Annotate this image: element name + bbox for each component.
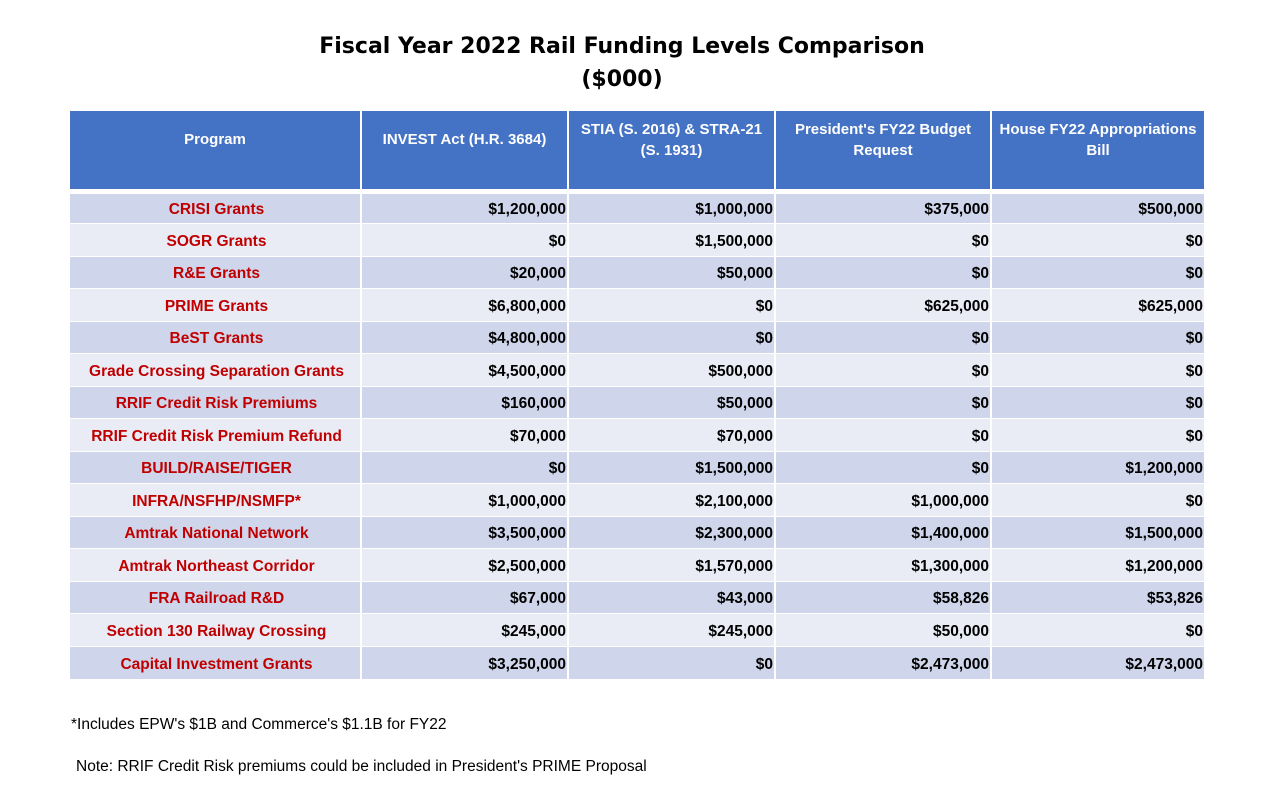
table-row — [70, 191, 1204, 224]
invest-act-value: $6,800,000 — [361, 289, 568, 322]
table-body — [70, 191, 1204, 679]
house-appropriations-value: $1,200,000 — [991, 451, 1204, 484]
table-row — [70, 386, 1204, 419]
table-header — [70, 111, 1204, 191]
presidents-budget-value: $0 — [775, 451, 991, 484]
table-row — [70, 224, 1204, 257]
invest-act-value: $20,000 — [361, 256, 568, 289]
stia-stra-value: $500,000 — [568, 354, 775, 387]
stia-stra-value: $43,000 — [568, 581, 775, 614]
program-name: CRISI Grants — [70, 191, 361, 224]
stia-stra-value: $0 — [568, 289, 775, 322]
title-line-1: Fiscal Year 2022 Rail Funding Levels Comparison — [319, 34, 925, 59]
table-row — [70, 581, 1204, 614]
stia-stra-value: $50,000 — [568, 386, 775, 419]
invest-act-value: $2,500,000 — [361, 549, 568, 582]
invest-act-value: $4,500,000 — [361, 354, 568, 387]
stia-stra-value: $2,100,000 — [568, 484, 775, 517]
presidents-budget-value: $0 — [775, 321, 991, 354]
table-row — [70, 484, 1204, 517]
note: Note: RRIF Credit Risk premiums could be included in President's PRIME Proposal — [76, 758, 647, 775]
invest-act-value: $1,000,000 — [361, 484, 568, 517]
program-name: Amtrak National Network — [70, 516, 361, 549]
house-appropriations-value: $0 — [991, 256, 1204, 289]
house-appropriations-value: $500,000 — [991, 191, 1204, 224]
presidents-budget-value: $50,000 — [775, 614, 991, 647]
invest-act-value: $3,500,000 — [361, 516, 568, 549]
invest-act-value: $0 — [361, 451, 568, 484]
invest-act-value: $70,000 — [361, 419, 568, 452]
column-header-presidents-budget: President's FY22 Budget Request — [775, 111, 991, 191]
stia-stra-value: $1,500,000 — [568, 451, 775, 484]
presidents-budget-value: $1,400,000 — [775, 516, 991, 549]
table-row — [70, 321, 1204, 354]
stia-stra-value: $0 — [568, 321, 775, 354]
stia-stra-value: $1,500,000 — [568, 224, 775, 257]
stia-stra-value: $1,000,000 — [568, 191, 775, 224]
program-name: Section 130 Railway Crossing — [70, 614, 361, 647]
program-name: Amtrak Northeast Corridor — [70, 549, 361, 582]
table-row — [70, 451, 1204, 484]
program-name: RRIF Credit Risk Premiums — [70, 386, 361, 419]
table-row — [70, 354, 1204, 387]
funding-comparison-table — [70, 111, 1204, 679]
house-appropriations-value: $625,000 — [991, 289, 1204, 322]
stia-stra-value: $245,000 — [568, 614, 775, 647]
invest-act-value: $160,000 — [361, 386, 568, 419]
presidents-budget-value: $58,826 — [775, 581, 991, 614]
presidents-budget-value: $0 — [775, 354, 991, 387]
column-header-program: Program — [70, 111, 361, 191]
header-row — [70, 111, 1204, 191]
table-row — [70, 549, 1204, 582]
house-appropriations-value: $53,826 — [991, 581, 1204, 614]
program-name: INFRA/NSFHP/NSMFP* — [70, 484, 361, 517]
table-row — [70, 419, 1204, 452]
page-title — [0, 30, 1244, 96]
column-header-house-appropriations: House FY22 Appropriations Bill — [991, 111, 1204, 191]
invest-act-value: $1,200,000 — [361, 191, 568, 224]
invest-act-value: $4,800,000 — [361, 321, 568, 354]
invest-act-value: $245,000 — [361, 614, 568, 647]
stia-stra-value: $70,000 — [568, 419, 775, 452]
invest-act-value: $0 — [361, 224, 568, 257]
house-appropriations-value: $0 — [991, 419, 1204, 452]
table-row — [70, 646, 1204, 679]
column-header-invest-act: INVEST Act (H.R. 3684) — [361, 111, 568, 191]
house-appropriations-value: $0 — [991, 354, 1204, 387]
table-row — [70, 256, 1204, 289]
program-name: Grade Crossing Separation Grants — [70, 354, 361, 387]
presidents-budget-value: $1,000,000 — [775, 484, 991, 517]
presidents-budget-value: $1,300,000 — [775, 549, 991, 582]
footnote: *Includes EPW's $1B and Commerce's $1.1B for FY22 — [71, 716, 447, 733]
house-appropriations-value: $1,200,000 — [991, 549, 1204, 582]
house-appropriations-value: $0 — [991, 321, 1204, 354]
program-name: R&E Grants — [70, 256, 361, 289]
stia-stra-value: $0 — [568, 646, 775, 679]
stia-stra-value: $1,570,000 — [568, 549, 775, 582]
invest-act-value: $67,000 — [361, 581, 568, 614]
house-appropriations-value: $0 — [991, 224, 1204, 257]
program-name: FRA Railroad R&D — [70, 581, 361, 614]
program-name: SOGR Grants — [70, 224, 361, 257]
program-name: PRIME Grants — [70, 289, 361, 322]
table-row — [70, 289, 1204, 322]
program-name: Capital Investment Grants — [70, 646, 361, 679]
table-row — [70, 614, 1204, 647]
stia-stra-value: $50,000 — [568, 256, 775, 289]
house-appropriations-value: $0 — [991, 484, 1204, 517]
program-name: BUILD/RAISE/TIGER — [70, 451, 361, 484]
presidents-budget-value: $0 — [775, 419, 991, 452]
presidents-budget-value: $0 — [775, 386, 991, 419]
stia-stra-value: $2,300,000 — [568, 516, 775, 549]
presidents-budget-value: $625,000 — [775, 289, 991, 322]
presidents-budget-value: $0 — [775, 256, 991, 289]
title-line-2: ($000) — [581, 67, 663, 92]
presidents-budget-value: $2,473,000 — [775, 646, 991, 679]
invest-act-value: $3,250,000 — [361, 646, 568, 679]
table-row — [70, 516, 1204, 549]
presidents-budget-value: $0 — [775, 224, 991, 257]
column-header-stia-stra: STIA (S. 2016) & STRA-21 (S. 1931) — [568, 111, 775, 191]
house-appropriations-value: $1,500,000 — [991, 516, 1204, 549]
presidents-budget-value: $375,000 — [775, 191, 991, 224]
house-appropriations-value: $0 — [991, 614, 1204, 647]
house-appropriations-value: $2,473,000 — [991, 646, 1204, 679]
program-name: RRIF Credit Risk Premium Refund — [70, 419, 361, 452]
program-name: BeST Grants — [70, 321, 361, 354]
house-appropriations-value: $0 — [991, 386, 1204, 419]
